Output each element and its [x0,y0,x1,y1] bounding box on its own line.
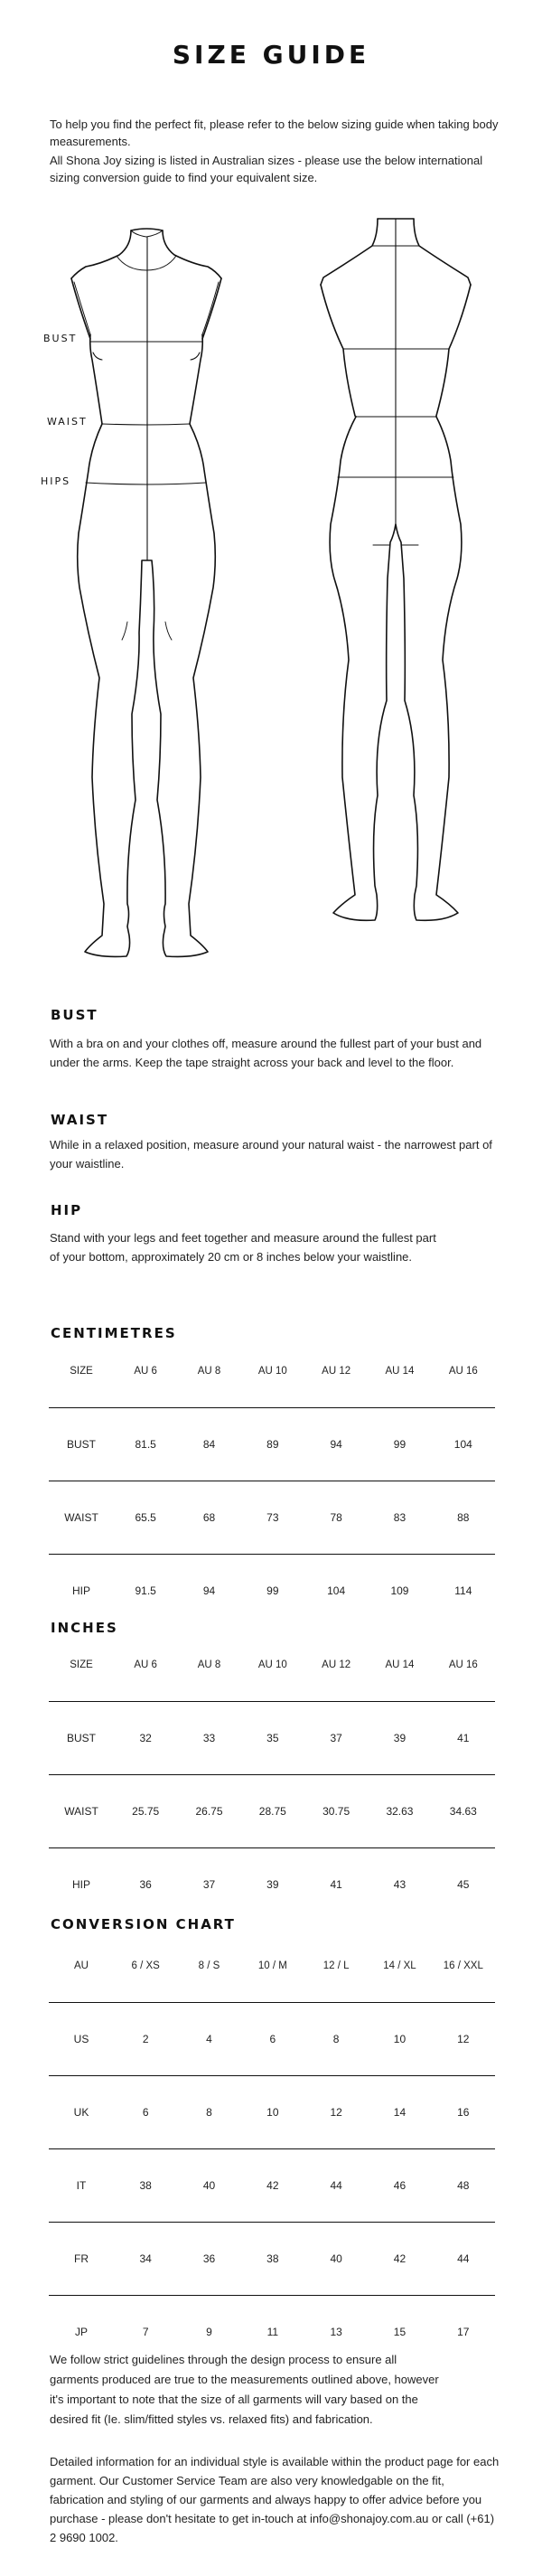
column-header: 10 / M [257,1960,287,1971]
row-label: US [73,2033,89,2045]
row-label: HIP [71,1584,90,1597]
table-cell: 42 [266,2179,279,2192]
table-cell: 84 [202,1438,216,1451]
column-header: AU 10 [257,1659,287,1670]
table-cell: 36 [139,1878,152,1891]
table-cell: 39 [266,1878,279,1891]
table-cell: 2 [142,2033,149,2045]
table-cell: 104 [327,1584,346,1597]
table-cell: 33 [202,1732,216,1744]
table-cell: 4 [206,2033,212,2045]
table-row [49,2076,495,2149]
table-cell: 78 [330,1511,342,1524]
column-header: AU [74,1960,89,1971]
table-cell: 88 [457,1511,470,1524]
bust-heading: BUST [51,1007,98,1023]
intro-paragraph-2: All Shona Joy sizing is listed in Australian sizes - please use the below international sizing conversion guide to find your equivalent size. [50,154,483,184]
table-cell: 15 [393,2326,406,2338]
table-cell: 13 [330,2326,342,2338]
table-cell: 91.5 [135,1584,156,1597]
column-header: AU 6 [134,1366,157,1377]
table-row [49,2003,495,2076]
table-row [49,1555,495,1627]
table-cell: 34.63 [449,1805,477,1818]
table-cell: 44 [330,2179,342,2192]
table-cell: 83 [393,1511,406,1524]
column-header: AU 10 [257,1366,287,1377]
bust-description: With a bra on and your clothes off, measure around the fullest part of your bust and under the arms. Keep the tape straight across your back and level to the floor. [50,1037,482,1069]
table-cell: 94 [202,1584,216,1597]
hip-description: Stand with your legs and feet together and measure around the fullest part of your bottom, approximately 20 cm or 8 inches below your waistline. [50,1231,436,1264]
table-cell: 104 [453,1438,472,1451]
table-cell: 45 [457,1878,470,1891]
table-cell: 12 [330,2106,342,2119]
column-header: 8 / S [198,1960,220,1971]
column-header: 12 / L [322,1960,350,1971]
table-cell: 38 [266,2252,279,2265]
table-cell: 6 [269,2033,276,2045]
body-measurement-figures [0,199,542,967]
table-cell: 37 [330,1732,342,1744]
table-cell: 68 [202,1511,216,1524]
table-header-row [49,1629,495,1702]
column-header: AU 14 [385,1659,415,1670]
table-cell: 44 [457,2252,470,2265]
column-header: AU 12 [322,1659,351,1670]
row-label: IT [76,2179,87,2192]
table-cell: 11 [266,2326,279,2338]
table-cell: 41 [457,1732,470,1744]
conversion-heading: CONVERSION CHART [51,1916,236,1932]
table-cell: 32 [139,1732,152,1744]
inches-heading: INCHES [51,1620,118,1636]
mannequin-illustration [0,199,542,967]
table-cell: 8 [332,2033,340,2045]
column-header: SIZE [70,1366,93,1377]
column-header: AU 12 [322,1366,351,1377]
row-label: HIP [71,1878,90,1891]
table-row [49,1775,495,1848]
column-header: AU 16 [448,1366,478,1377]
table-row [49,2223,495,2296]
table-row [49,2149,495,2223]
table-cell: 10 [393,2033,406,2045]
front-figure [71,229,221,956]
column-header: AU 16 [448,1659,478,1670]
centimetres-table [49,1335,495,1627]
table-cell: 41 [330,1878,342,1891]
waist-description: While in a relaxed position, measure around your natural waist - the narrowest part of your waistline. [50,1138,492,1170]
row-label: JP [74,2326,88,2338]
table-row [49,1702,495,1775]
table-cell: 89 [266,1438,279,1451]
table-cell: 35 [266,1732,279,1744]
figure-label-hips: HIPS [41,475,71,487]
waist-heading: WAIST [51,1112,109,1128]
table-cell: 39 [393,1732,406,1744]
table-row [49,1848,495,1921]
table-cell: 14 [393,2106,406,2119]
row-label: WAIST [64,1511,98,1524]
table-cell: 6 [142,2106,149,2119]
table-cell: 43 [393,1878,406,1891]
table-cell: 9 [206,2326,212,2338]
row-label: WAIST [64,1805,98,1818]
table-header-row [49,1930,495,2003]
table-cell: 81.5 [135,1438,156,1451]
table-header-row [49,1335,495,1408]
row-label: FR [74,2252,89,2265]
row-label: UK [73,2106,89,2119]
column-header: AU 14 [385,1366,415,1377]
table-cell: 26.75 [195,1805,223,1818]
column-header: 14 / XL [383,1960,416,1971]
column-header: AU 6 [134,1659,157,1670]
table-cell: 40 [330,2252,342,2265]
table-cell: 109 [390,1584,409,1597]
table-cell: 114 [454,1584,472,1597]
figure-label-bust: BUST [43,333,78,344]
table-row [49,1408,495,1481]
conversion-table [49,1930,495,2368]
table-cell: 34 [139,2252,152,2265]
table-row [49,1481,495,1555]
table-cell: 32.63 [386,1805,414,1818]
table-cell: 16 [457,2106,470,2119]
column-header: AU 8 [197,1366,221,1377]
table-cell: 73 [266,1511,279,1524]
footer-paragraph-2: Detailed information for an individual style is available within the product page for each garment. Our Customer Service Team are also very knowledgable on the fit, fabrication and styling of our garments and always happy to offer advice before you purchase - please don't hesitate to get in-touch at info@shonajoy.com.au or call (+61) 2 9690 1002. [50,2455,500,2544]
row-label: BUST [66,1732,96,1744]
intro-paragraph-1: To help you find the perfect fit, please refer to the below sizing guide when taking body measurements. [50,118,499,148]
figure-label-waist: WAIST [47,416,88,428]
table-cell: 37 [202,1878,216,1891]
page-title: SIZE GUIDE [172,40,370,70]
table-cell: 99 [266,1584,279,1597]
column-header: SIZE [70,1659,93,1670]
table-cell: 48 [457,2179,470,2192]
table-cell: 10 [266,2106,279,2119]
table-cell: 12 [457,2033,470,2045]
table-cell: 28.75 [258,1805,286,1818]
centimetres-heading: CENTIMETRES [51,1325,177,1341]
table-cell: 36 [202,2252,216,2265]
table-cell: 30.75 [322,1805,350,1818]
column-header: 6 / XS [131,1960,160,1971]
column-header: 16 / XXL [443,1960,483,1971]
table-cell: 65.5 [135,1511,156,1524]
inches-table [49,1629,495,1921]
footer-paragraph-1: We follow strict guidelines through the design process to ensure all garments produced are true to the measurements outlined above, however it's important to note that the size of all garments will vary based on the desired fit (Ie. slim/fitted styles vs. relaxed fits) and fabrication. [50,2353,439,2426]
table-cell: 25.75 [132,1805,160,1818]
table-cell: 42 [393,2252,406,2265]
column-header: AU 8 [197,1659,221,1670]
row-label: BUST [66,1438,96,1451]
table-cell: 8 [206,2106,212,2119]
table-cell: 7 [142,2326,149,2338]
table-cell: 40 [202,2179,216,2192]
table-cell: 94 [330,1438,342,1451]
table-cell: 38 [139,2179,152,2192]
back-figure [321,219,471,920]
hip-heading: HIP [51,1202,83,1218]
table-cell: 99 [393,1438,406,1451]
table-cell: 46 [393,2179,406,2192]
table-cell: 17 [457,2326,470,2338]
